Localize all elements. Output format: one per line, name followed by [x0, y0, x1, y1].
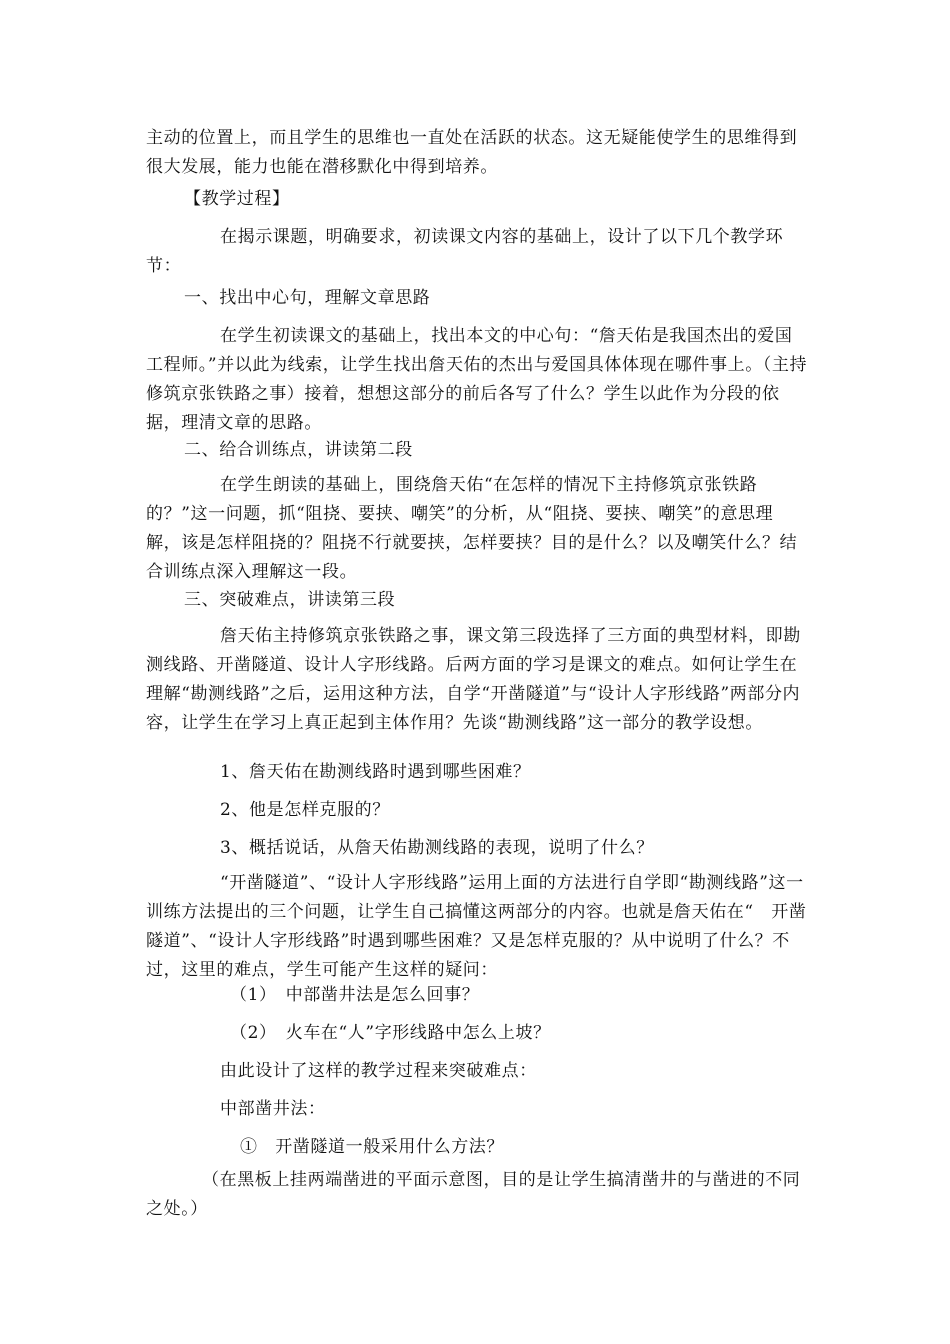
paragraph-intro-continuation: 主动的位置上，而且学生的思维也一直处在活跃的状态。这无疑能使学生的思维得到很大发展，能力也能在潜移默化中得到培养。 — [146, 128, 798, 177]
paragraph-step-one: 在学生初读课文的基础上，找出本文的中心句：“詹天佑是我国杰出的爱国工程师。”并以此为线索，让学生找出詹天佑的杰出与爱国具体体现在哪件事上。（主持修筑京张铁路之事）接着，想想这部分的前后各写了什么？学生以此作为分段的依据，理清文章的思路。 — [146, 326, 808, 433]
question-item-2: 2、他是怎样克服的？ — [220, 800, 390, 820]
section-heading-teaching-process: 【教学过程】 — [184, 189, 290, 209]
question-item-1: 1、詹天佑在勘测线路时遇到哪些困难？ — [220, 762, 531, 782]
paragraph-step-two: 在学生朗读的基础上，围绕詹天佑“在怎样的情况下主持修筑京张铁路的？”这一问题，抓“阻挠、要挟、嘲笑”的分析，从“阻挠、要挟、嘲笑”的意思理解，该是怎样阻挠的？阻挠不行就要挟，怎样要挟？目的是什么？以及嘲笑什么？结合训练点深入理解这一段。 — [146, 475, 798, 582]
difficulty-item-2: （2） 火车在“人”字形线路中怎么上坡？ — [230, 1023, 551, 1043]
subheading-middle-shaft-method: 中部凿井法： — [220, 1099, 326, 1119]
heading-step-two: 二、给合训练点，讲读第二段 — [184, 440, 413, 460]
paragraph-step-three: 詹天佑主持修筑京张铁路之事，课文第三段选择了三方面的典型材料，即勘测线路、开凿隧道、设计人字形线路。后两方面的学习是课文的难点。如何让学生在理解“勘测线路”之后，运用这种方法，自学“开凿隧道”与“设计人字形线路”两部分内容，让学生在学习上真正起到主体作用？先谈“勘测线路”这一部分的教学设想。 — [146, 626, 801, 733]
heading-step-one: 一、找出中心句，理解文章思路 — [184, 288, 431, 308]
paragraph-self-study: “开凿隧道”、“设计人字形线路”运用上面的方法进行自学即“勘测线路”这一训练方法提出的三个问题，让学生自己搞懂这两部分的内容。也就是詹天佑在“ 开凿隧道”、“设计人字形线路”时遇到哪些困难？又是怎样克服的？从中说明了什么？不过，这里的难点，学生可能产生这样的疑问： — [146, 873, 807, 980]
paragraph-teaching-links: 在揭示课题，明确要求，初读课文内容的基础上，设计了以下几个教学环节： — [146, 227, 784, 276]
difficulty-item-1: （1） 中部凿井法是怎么回事？ — [230, 985, 480, 1005]
question-item-3: 3、概括说话，从詹天佑勘测线路的表现，说明了什么？ — [220, 838, 654, 858]
paragraph-blackboard-note: （在黑板上挂两端凿进的平面示意图，目的是让学生搞清凿井的与凿进的不同之处。） — [146, 1170, 801, 1219]
circled-item-1: ① 开凿隧道一般采用什么方法？ — [240, 1137, 504, 1157]
heading-step-three: 三、突破难点，讲读第三段 — [184, 590, 396, 610]
paragraph-design-intro: 由此设计了这样的教学过程来突破难点： — [220, 1061, 537, 1081]
